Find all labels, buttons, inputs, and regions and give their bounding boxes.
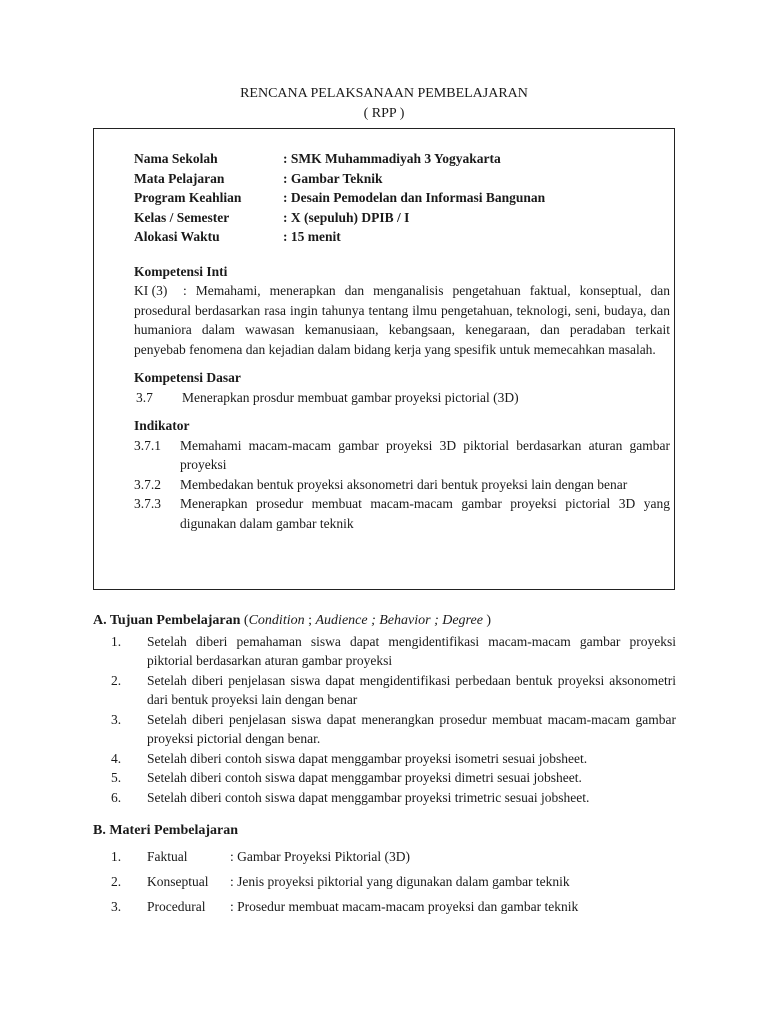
tujuan-paren-close: ) [486,613,492,628]
materi-item [93,872,676,897]
identity-value: : Desain Pemodelan dan Informasi Bangunan [283,190,546,205]
tujuan-item [93,710,676,749]
indikator-text: Menerapkan prosedur membuat macam-macam gambar proyeksi pictorial 3D yang digunakan dalam gambar teknik [180,496,670,531]
tujuan-condition: Condition [248,613,305,628]
ki-description: : Memahami, menerapkan dan menganalisis pengetahuan faktual, konseptual, dan prosedural berdasarkan rasa ingin tahunya tentang ilmu pengetahuan, teknologi, seni, budaya, dan humaniora dalam wawasan kemanusiaan, kebangsaan, kenegaraan, dan peradaban terkait penyebab fenomena dan kejadian dalam bidang kerja yang spesifik untuk memecahkan masalah. [134,283,670,357]
ki-label: KI (3) [134,283,168,298]
tujuan-item [93,632,676,671]
document-title: RENCANA PELAKSANAAN PEMBELAJARAN [240,86,528,101]
tujuan-text: Setelah diberi contoh siswa dapat menggambar proyeksi dimetri sesuai jobsheet. [147,770,582,785]
kompetensi-inti-heading: Kompetensi Inti [134,263,228,279]
tujuan-number: 2. [111,672,122,688]
lesson-sections [93,611,676,922]
indikator-row [134,475,670,495]
indikator-heading: Indikator [134,418,190,433]
identity-row [134,208,670,228]
kompetensi-dasar-heading: Kompetensi Dasar [134,370,241,385]
tujuan-text: Setelah diberi penjelasan siswa dapat mengidentifikasi perbedaan bentuk proyeksi aksonometri dari bentuk proyeksi lain dengan benar [147,672,676,707]
materi-content: : Jenis proyeksi piktorial yang digunakan dalam gambar teknik [230,873,570,889]
identity-box [93,128,675,590]
identity-label: Program Keahlian [134,190,242,205]
materi-number: 1. [111,848,122,864]
kd-code: 3.7 [136,389,153,405]
tujuan-number: 5. [111,770,122,785]
identity-value: : X (sepuluh) DPIB / I [283,209,410,225]
identity-label: Kelas / Semester [134,209,230,225]
materi-content: : Prosedur membuat macam-macam proyeksi dan gambar teknik [230,898,579,914]
kompetensi-inti-text [134,281,670,359]
identity-value: : 15 menit [283,229,341,244]
tujuan-title: A. Tujuan Pembelajaran [93,613,241,628]
identity-value: : Gambar Teknik [283,170,383,186]
identity-row [134,227,670,247]
indikator-row [134,494,670,533]
tujuan-number: 3. [111,711,122,727]
identity-value: : SMK Muhammadiyah 3 Yogyakarta [283,151,501,166]
indikator-code: 3.7.2 [134,476,161,492]
tujuan-number: 1. [111,633,122,649]
tujuan-text: Setelah diberi contoh siswa dapat menggambar proyeksi isometri sesuai jobsheet. [147,750,588,766]
tujuan-number: 4. [111,750,122,766]
materi-content: : Gambar Proyeksi Piktorial (3D) [230,848,410,864]
kd-text: Menerapkan prosdur membuat gambar proyeksi pictorial (3D) [182,389,519,405]
tujuan-item [93,749,676,769]
materi-number: 3. [111,898,122,914]
materi-item [93,847,676,872]
tujuan-item [93,788,676,808]
materi-type: Faktual [147,848,188,864]
identity-label: Nama Sekolah [134,151,218,166]
indikator-row [134,436,670,475]
tujuan-paren-open: ( [243,613,249,628]
tujuan-number: 6. [111,789,122,805]
tujuan-criteria: Audience ; Behavior ; Degree [315,613,483,628]
tujuan-item [93,768,676,788]
document-subtitle: ( RPP ) [363,106,405,121]
tujuan-heading [93,611,676,631]
materi-type: Procedural [147,898,206,914]
indikator-text: Membedakan bentuk proyeksi aksonometri dari bentuk proyeksi lain dengan benar [180,476,628,492]
materi-type: Konseptual [147,873,209,889]
tujuan-text: Setelah diberi pemahaman siswa dapat mengidentifikasi macam-macam gambar proyeksi piktorial berdasarkan aturan gambar proyeksi [147,633,676,668]
tujuan-text: Setelah diberi penjelasan siswa dapat menerangkan prosedur membuat macam-macam gambar proyeksi pictorial dengan benar. [147,711,676,746]
identity-row [134,188,670,208]
materi-item [93,897,676,922]
identity-row [134,149,670,169]
tujuan-separator: ; [308,613,312,628]
materi-heading: B. Materi Pembelajaran [93,823,239,838]
identity-label: Alokasi Waktu [134,229,220,244]
identity-row [134,169,670,189]
kompetensi-dasar-row [134,388,670,408]
indikator-code: 3.7.3 [134,496,161,511]
tujuan-text: Setelah diberi contoh siswa dapat menggambar proyeksi trimetric sesuai jobsheet. [147,789,590,805]
materi-number: 2. [111,873,122,889]
tujuan-item [93,671,676,710]
identity-table [134,149,670,247]
indikator-code: 3.7.1 [134,437,161,453]
identity-label: Mata Pelajaran [134,170,225,186]
indikator-text: Memahami macam-macam gambar proyeksi 3D piktorial berdasarkan aturan gambar proyeksi [180,437,670,472]
